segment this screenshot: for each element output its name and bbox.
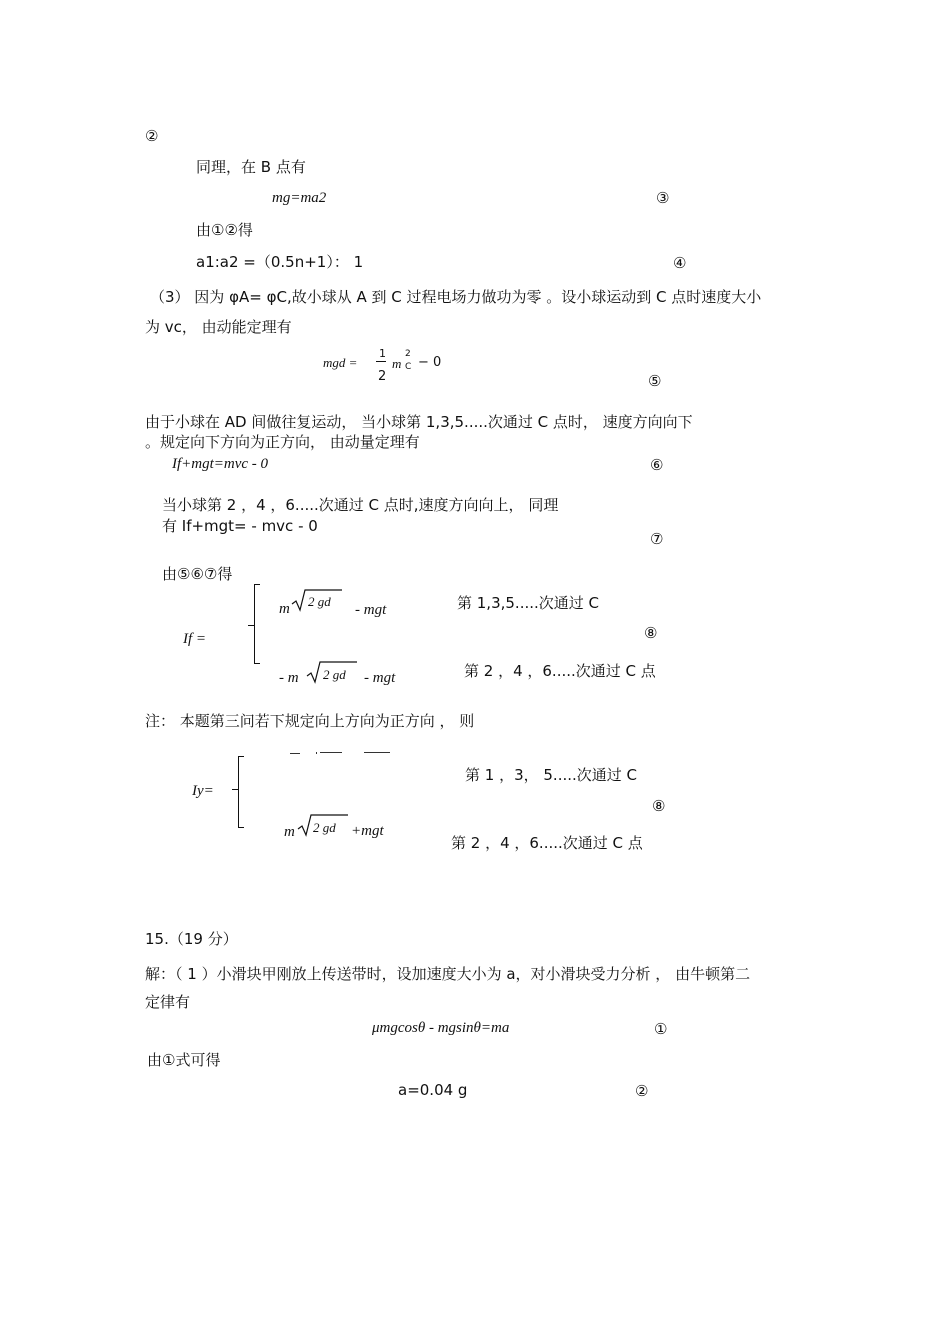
- case2-b-note: 第 2 ，4 ，6.....次通过 C 点: [451, 834, 643, 852]
- eq5-fraction-denominator: 2: [378, 369, 387, 384]
- case1-brace-bottom: [254, 663, 260, 664]
- text-line-ad-motion: 由于小球在 AD 间做往复运动， 当小球第 1,3,5.....次通过 C 点时， 速度方向向下: [145, 413, 693, 431]
- case1-b-tail: - mgt: [364, 670, 396, 686]
- case2-brace-top: [238, 756, 244, 757]
- eq5-tail: − 0: [418, 355, 442, 370]
- text-line-upward: 当小球第 2 ，4 ，6.....次通过 C 点时,速度方向向上， 同理: [162, 496, 559, 514]
- text-line-direction: 。规定向下方向为正方向， 由动量定理有: [145, 433, 420, 451]
- equation-3: mg=ma2: [272, 190, 327, 206]
- case1-brace-middle: [248, 625, 254, 626]
- equation-7: 有 If+mgt= - mvc - 0: [162, 517, 318, 535]
- case2-brace-bottom: [238, 827, 244, 828]
- equation-15-1: μmgcosθ - mgsinθ=ma: [372, 1020, 510, 1036]
- case1-b-radicand: 2 gd: [323, 667, 346, 682]
- case1-a-tail: - mgt: [355, 602, 387, 618]
- equation-number-8b: ⑧: [652, 797, 666, 815]
- case2-b-radicand: 2 gd: [313, 820, 336, 835]
- case1-a-mass: m: [279, 601, 290, 617]
- case2-brace-middle: [232, 789, 238, 790]
- equation-number-8a: ⑧: [644, 624, 658, 642]
- text-line-from-1: 由①式可得: [147, 1051, 221, 1069]
- case1-brace-top: [254, 584, 260, 585]
- case1-brace: [254, 584, 255, 664]
- problem-15-solution: 解：（ 1 ）小滑块甲刚放上传送带时，设加速度大小为 a，对小滑块受力分析 ， 由牛顿第二: [145, 965, 751, 983]
- equation-6: If+mgt=mvc - 0: [172, 456, 269, 472]
- text-line-b-point: 同理，在 B 点有: [196, 158, 306, 176]
- circled-number-2: ②: [145, 127, 159, 145]
- case1-b-head: - m: [279, 670, 299, 686]
- equation-15-number-1: ①: [654, 1020, 668, 1038]
- text-line-part3-cont: 为 vc， 由动能定理有: [145, 318, 292, 336]
- text-line-part3: （3） 因为 φA= φC,故小球从 A 到 C 过程电场力做功为零 。设小球运动到 C 点时速度大小: [150, 288, 762, 306]
- eq5-mass: m: [392, 356, 402, 371]
- equation-4: a1:a2 =（0.5n+1）： 1: [196, 253, 364, 271]
- text-line-derive-12: 由①②得: [196, 221, 253, 239]
- note-line: 注： 本题第三问若下规定向上方向为正方向 ， 则: [145, 712, 475, 730]
- problem-15-heading: 15.（19 分）: [145, 930, 238, 948]
- eq5-superscript: 2: [405, 349, 411, 359]
- equation-number-4: ④: [673, 254, 687, 272]
- case2-a-clipped-formula: [286, 752, 406, 758]
- equation-number-5: ⑤: [648, 372, 662, 390]
- case1-lhs: If =: [183, 631, 207, 647]
- case2-brace: [238, 756, 239, 828]
- case2-a-note: 第 1 ，3， 5.....次通过 C: [465, 766, 638, 784]
- case2-b-tail: +mgt: [351, 823, 384, 839]
- text-line-derive-567: 由⑤⑥⑦得: [162, 565, 233, 583]
- equation-number-3: ③: [656, 189, 670, 207]
- case1-b-note: 第 2 ，4 ，6.....次通过 C 点: [464, 662, 656, 680]
- equation-15-number-2: ②: [635, 1082, 649, 1100]
- eq5-subscript: C: [405, 362, 412, 372]
- case2-b-head: m: [284, 824, 295, 840]
- equation-15-2: a=0.04 g: [398, 1081, 468, 1099]
- eq5-left: mgd =: [323, 355, 358, 370]
- problem-15-solution-cont: 定律有: [145, 993, 191, 1011]
- eq5-fraction-numerator: 1: [379, 347, 386, 360]
- case1-a-note: 第 1,3,5.....次通过 C: [457, 594, 600, 612]
- case2-lhs: Iy=: [192, 783, 214, 799]
- equation-number-7: ⑦: [650, 530, 664, 548]
- equation-number-6: ⑥: [650, 456, 664, 474]
- case1-a-radicand: 2 gd: [308, 594, 331, 609]
- eq5-fraction-bar: [376, 361, 386, 362]
